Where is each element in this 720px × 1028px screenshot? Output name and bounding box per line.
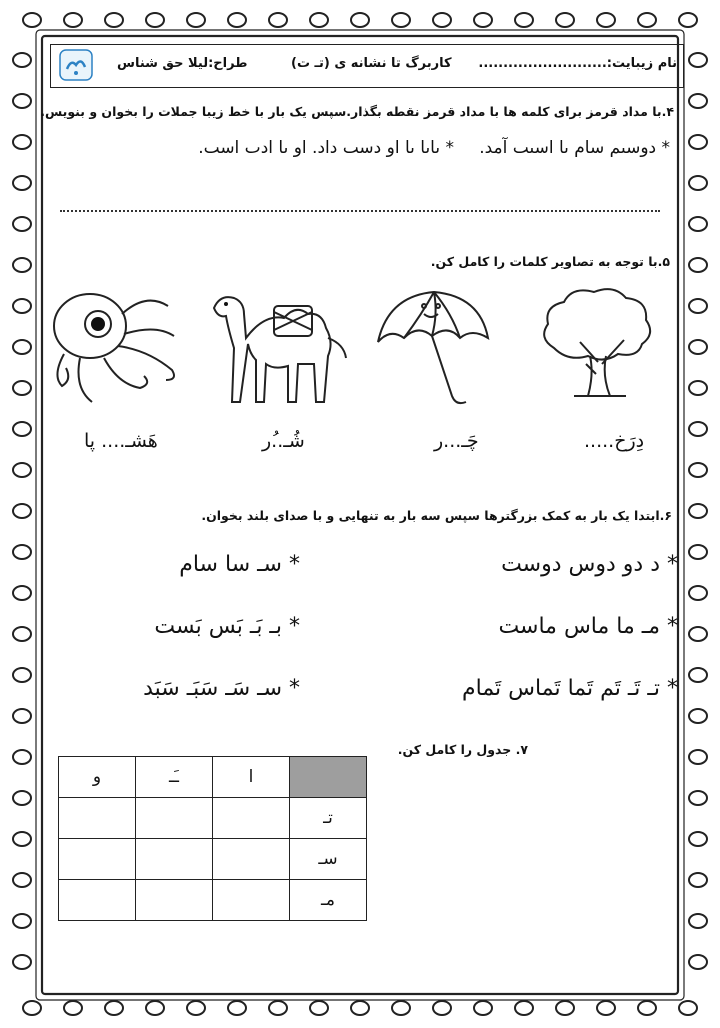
border-loop [13,299,31,313]
border-loop [679,13,697,27]
word-octopus: هَشـ.... پا [84,430,158,452]
border-loop [638,1001,656,1015]
border-loop [689,176,707,190]
table-row-header: تـ [290,798,367,839]
border-loop [689,258,707,272]
table-header-cell: ا [213,757,290,798]
border-loop [392,1001,410,1015]
writing-line [60,210,660,212]
border-loop [433,13,451,27]
border-loop [689,94,707,108]
table-answer-cell[interactable] [136,880,213,921]
border-loop [689,791,707,805]
worksheet-page [36,38,682,990]
border-loop [13,463,31,477]
border-loop [689,340,707,354]
border-loop [187,1001,205,1015]
border-loop [689,381,707,395]
table-answer-cell[interactable] [59,798,136,839]
q6-instruction: ۶.ابتدا یک بار به کمک بزرگترها سپس سه بار به تنهایی و با صدای بلند بخوان. [201,508,672,523]
table-row [59,798,367,839]
logo-icon [59,49,93,81]
border-loop [105,1001,123,1015]
border-loop [13,914,31,928]
q4-sentence-2: * ٮاٮا ٮا او دسٮ داد. او ٮا ادٮ اسٮ. [198,138,454,158]
table-header-cell: ـَـ [136,757,213,798]
q6-row3-left: * سـ سَـ سَبَـ سَبَد [143,676,300,701]
table-row [59,757,367,798]
border-loop [187,13,205,27]
border-loop [13,381,31,395]
border-loop [64,13,82,27]
border-loop [13,873,31,887]
border-loop [392,13,410,27]
border-loop [689,53,707,67]
border-loop [310,13,328,27]
table-header-cell: و [59,757,136,798]
border-loop [23,13,41,27]
border-loop [689,299,707,313]
border-loop [105,13,123,27]
q7-instruction: ۷. جدول را کامل کن. [397,742,528,757]
octopus-icon [44,284,184,408]
border-loop [13,955,31,969]
border-loop [515,1001,533,1015]
border-loop [689,586,707,600]
table-row-header: مـ [290,880,367,921]
border-loop [689,135,707,149]
border-loop [689,627,707,641]
border-loop [638,13,656,27]
worksheet-title: کاربرگ تا نشانه ی (تـ ت) [291,56,452,71]
border-loop [556,13,574,27]
table-row-header: سـ [290,839,367,880]
border-loop [597,1001,615,1015]
word-tree: دِرَخ..... [584,430,645,452]
word-umbrella: چَـ...ر [434,430,479,452]
q6-row1-right: * د دو دوس دوست [501,552,678,577]
header-box [50,44,684,88]
border-loop [689,873,707,887]
border-loop [13,217,31,231]
border-loop [13,832,31,846]
border-loop [269,1001,287,1015]
border-loop [228,1001,246,1015]
border-loop [13,791,31,805]
border-loop [474,13,492,27]
table-corner-cell [290,757,367,798]
border-loop [689,955,707,969]
border-loop [310,1001,328,1015]
table-row [59,839,367,880]
table-row [59,880,367,921]
border-loop [689,709,707,723]
border-loop [474,1001,492,1015]
q6-row2-right: * مـ ما ماس ماست [498,614,678,639]
border-loop [351,13,369,27]
border-loop [13,668,31,682]
letter-table [58,756,367,921]
border-loop [146,13,164,27]
border-loop [689,217,707,231]
border-loop [13,176,31,190]
q6-row2-left: * بـ بَـ بَس بَست [154,614,300,639]
designer-credit: طراح:لیلا حق شناس [117,56,248,71]
q6-row1-left: * سـ سا سام [179,552,300,577]
border-loop [351,1001,369,1015]
umbrella-icon [372,284,492,408]
border-loop [689,545,707,559]
q5-instruction: ۵.با توجه به تصاویر کلمات را کامل کن. [430,254,670,269]
border-loop [146,1001,164,1015]
border-loop [13,586,31,600]
border-loop [13,504,31,518]
word-camel: شُـ..ُر [262,430,305,452]
border-loop [228,13,246,27]
q6-row3-right: * تـ تَـ تَم تَما تَماس تَمام [462,676,678,701]
border-loop [13,750,31,764]
border-loop [689,832,707,846]
border-loop [689,422,707,436]
border-loop [689,668,707,682]
border-loop [13,422,31,436]
border-loop [556,1001,574,1015]
table-answer-cell[interactable] [213,880,290,921]
border-loop [689,504,707,518]
border-loop [23,1001,41,1015]
border-loop [13,709,31,723]
border-loop [689,914,707,928]
table-answer-cell[interactable] [136,839,213,880]
border-loop [64,1001,82,1015]
border-loop [689,750,707,764]
border-loop [13,340,31,354]
q4-sentence-1: * دوسىم سام ىا اسىٮ آمد. [479,138,670,158]
camel-icon [204,284,354,408]
border-loop [515,13,533,27]
border-loop [689,463,707,477]
tree-icon [534,284,658,408]
border-loop [269,13,287,27]
border-loop [13,53,31,67]
border-loop [13,627,31,641]
table-answer-cell[interactable] [59,880,136,921]
border-loop [13,94,31,108]
table-answer-cell[interactable] [213,798,290,839]
table-answer-cell[interactable] [136,798,213,839]
table-answer-cell[interactable] [213,839,290,880]
q4-instruction: ۴.با مداد قرمز برای کلمه ها با مداد قرمز نقطه بگذار.سپس یک بار با خط زیبا جملات را بخوان و بنویس. [40,104,674,119]
border-loop [597,13,615,27]
border-loop [13,545,31,559]
border-loop [679,1001,697,1015]
table-answer-cell[interactable] [59,839,136,880]
border-loop [433,1001,451,1015]
border-loop [13,258,31,272]
border-loop [13,135,31,149]
name-field: نام زیبایت:.......................... [478,56,677,71]
